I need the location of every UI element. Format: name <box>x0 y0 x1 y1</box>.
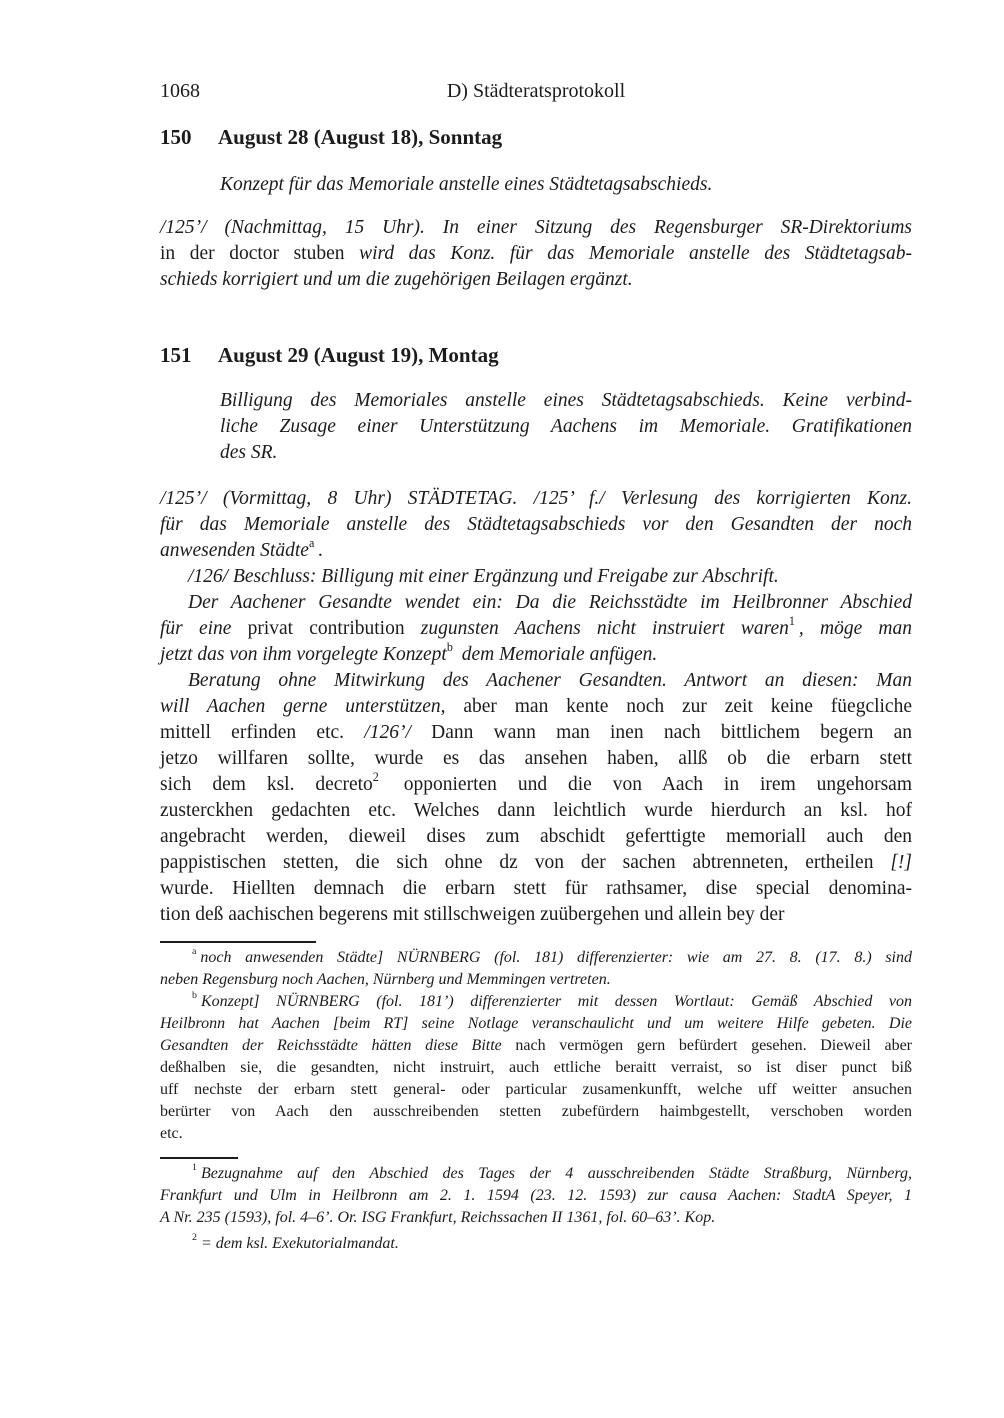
paragraph <box>160 590 912 668</box>
text-line <box>160 639 912 668</box>
text-line <box>160 1079 912 1101</box>
footnote <box>160 947 912 991</box>
footnote <box>160 991 912 1145</box>
footnote-marker: 2 <box>372 769 379 784</box>
text-segment: Billigung des Memoriales anstelle eines Städtetagsabschieds. Keine verbind- <box>220 390 912 411</box>
text-line <box>160 969 912 991</box>
footnote-marker: b <box>192 990 197 1002</box>
text-segment: dem Memoriale anfügen. <box>456 644 658 665</box>
entry-summary <box>220 388 912 466</box>
text-line <box>160 613 912 642</box>
text-line <box>160 850 912 876</box>
text-segment: Bezugnahme auf den Abschied des Tages der 4 ausschreibenden Städte Straßburg, Nürnberg, <box>200 1165 912 1182</box>
text-line <box>160 1163 912 1185</box>
footnote <box>160 1233 912 1255</box>
footnote-marker: a <box>192 946 197 958</box>
text-segment: des SR. <box>220 442 278 463</box>
text-line <box>160 824 912 850</box>
text-line <box>160 902 912 928</box>
text-segment: /125’/ (Nachmittag, 15 Uhr). In einer Sitzung des Regensburger SR-Direktoriums <box>160 217 912 238</box>
text-line <box>160 769 912 798</box>
running-title: D) Städteratsprotokoll <box>446 80 626 102</box>
page-number: 1068 <box>160 80 200 102</box>
text-line <box>160 1185 912 1207</box>
text-line <box>160 720 912 746</box>
entry-title: August 29 (August 19), Montag <box>218 343 499 367</box>
footnote-marker: 1 <box>788 613 795 628</box>
text-segment: zugunsten Aachens nicht instruiert waren <box>420 618 789 639</box>
text-line <box>160 746 912 772</box>
text-line <box>160 798 912 824</box>
text-segment: . <box>318 540 324 561</box>
text-segment: uff nechste der erbarn stett general- oder particular zusamenkunfft, welche uff weitter ansuchen <box>160 1081 912 1098</box>
text-line <box>160 1207 912 1229</box>
text-line <box>220 388 912 414</box>
entry-number: 150 <box>160 125 192 149</box>
entry-number: 151 <box>160 343 192 367</box>
text-segment: mittell erfinden etc. <box>160 722 365 743</box>
page-content <box>160 124 912 1255</box>
text-segment: opponierten und die von Aach in irem ungehorsam <box>382 774 912 795</box>
text-segment: berürter von Aach den ausschreibenden stetten zubefürdern haimbgestellt, verschoben worden <box>160 1103 912 1120</box>
text-line <box>160 991 912 1013</box>
text-segment: pappistischen stetten, die sich ohne dz von der sachen abtrenneten, ertheilen <box>160 852 891 873</box>
text-line <box>160 947 912 969</box>
text-line <box>220 172 912 198</box>
paragraph <box>160 564 912 590</box>
text-segment: in der doctor stuben <box>160 243 360 264</box>
text-segment: Dann wann man inen nach bittlichem begern an <box>431 722 912 743</box>
text-line <box>160 668 912 694</box>
paragraph <box>160 486 912 564</box>
entry-title: August 28 (August 18), Sonntag <box>218 125 503 149</box>
text-line <box>160 241 912 267</box>
text-segment: [!] <box>890 852 912 873</box>
text-segment: , möge man <box>798 618 912 639</box>
text-segment: nach vermögen gern befürdert gesehen. Dieweil aber <box>515 1037 913 1054</box>
text-segment: Beratung ohne Mitwirkung des Aachener Gesandten. Antwort an diesen: Man <box>188 670 912 691</box>
text-line <box>160 1233 912 1255</box>
text-segment: Frankfurt und Ulm in Heilbronn am 2. 1. 1594 (23. 12. 1593) zur causa Aachen: StadtA Speyer, 1 <box>160 1187 912 1204</box>
text-segment: etc. <box>160 1125 183 1142</box>
text-segment: privat contribution <box>247 618 421 639</box>
text-segment: will Aachen gerne unterstützen, <box>160 696 464 717</box>
text-segment: wird das Konz. für das Memoriale anstelle des Städtetagsab- <box>359 243 913 264</box>
text-line <box>160 512 912 538</box>
text-segment: Konzept] NÜRNBERG (fol. 181’) differenzierter mit dessen Wortlaut: Gemäß Abschied von <box>200 993 912 1010</box>
text-segment: /125’/ (Vormittag, 8 Uhr) STÄDTETAG. /125’ f./ Verlesung des korrigierten Konz. <box>160 488 912 509</box>
text-segment: Gesandten der Reichsstädte hätten diese Bitte <box>160 1037 516 1054</box>
text-segment: sich dem ksl. decreto <box>160 774 373 795</box>
paragraph <box>160 668 912 928</box>
footnote-separator <box>160 941 316 943</box>
text-line <box>160 1101 912 1123</box>
footnote <box>160 1163 912 1229</box>
text-segment: noch anwesenden Städte] NÜRNBERG (fol. 181) differenzierter: wie am 27. 8. (17. 8.) sind <box>200 949 912 966</box>
text-segment: anwesenden Städte <box>160 540 309 561</box>
text-segment: tion deß aachischen begerens mit stillschweigen zuübergehen und allein bey der <box>160 904 785 925</box>
text-segment: für das Memoriale anstelle des Städtetagsabschieds vor den Gesandten der noch <box>160 514 912 535</box>
footnote-marker: 2 <box>192 1232 197 1244</box>
text-segment: A Nr. 235 (1593), fol. 4–6’. Or. ISG Frankfurt, Reichssachen II 1361, fol. 60–63’. Kop. <box>160 1209 716 1226</box>
footnote-marker: 1 <box>192 1162 197 1174</box>
entry-summary <box>220 172 912 198</box>
footnote-marker: a <box>308 535 315 550</box>
text-segment: neben Regensburg noch Aachen, Nürnberg und Memmingen vertreten. <box>160 971 611 988</box>
text-line <box>220 414 912 440</box>
footnote-separator <box>160 1157 238 1159</box>
text-segment: = dem ksl. Exekutorialmandat. <box>200 1235 399 1252</box>
text-line <box>160 1013 912 1035</box>
text-line <box>160 1057 912 1079</box>
text-segment: aber man kente noch zur zeit keine füegcliche <box>463 696 912 717</box>
text-segment: liche Zusage einer Unterstützung Aachens im Memoriale. Gratifikationen <box>220 416 912 437</box>
text-line <box>160 694 912 720</box>
entry-heading <box>160 124 912 150</box>
footnote-marker: b <box>446 639 453 654</box>
text-segment: schieds korrigiert und um die zugehörigen Beilagen ergänzt. <box>160 269 633 290</box>
text-line <box>160 267 912 293</box>
text-segment: jetzt das von ihm vorgelegte Konzept <box>160 644 447 665</box>
text-line <box>160 590 912 616</box>
entry-heading <box>160 342 912 368</box>
text-segment: Heilbronn hat Aachen [beim RT] seine Notlage veranschaulicht und um weitere Hilfe gebeten. Die <box>160 1015 912 1032</box>
text-line <box>160 1035 912 1057</box>
running-header <box>160 78 912 104</box>
text-segment: Der Aachener Gesandte wendet ein: Da die Reichsstädte im Heilbronner Abschied <box>188 592 912 613</box>
text-segment: zusterckhen gedachten etc. Welches dann leichtlich wurde hierdurch an ksl. hof <box>160 800 912 821</box>
text-line <box>160 876 912 902</box>
text-line <box>220 440 912 466</box>
paragraph <box>160 215 912 293</box>
text-segment: Konzept für das Memoriale anstelle eines Städtetagsabschieds. <box>220 174 713 195</box>
text-segment: jetzo willfaren sollte, wurde es das ansehen haben, allß ob die erbarn stett <box>160 748 912 769</box>
text-line <box>160 564 912 590</box>
text-segment: für eine <box>160 618 248 639</box>
text-segment: /126’/ <box>364 722 432 743</box>
text-segment: wurde. Hiellten demnach die erbarn stett für rathsamer, dise special denomina- <box>160 878 912 899</box>
text-segment: angebracht werden, dieweil dises zum abschidt geferttigte memoriall auch den <box>160 826 912 847</box>
text-line <box>160 535 912 564</box>
text-segment: /126/ Beschluss: Billigung mit einer Ergänzung und Freigabe zur Abschrift. <box>188 566 779 587</box>
text-line <box>160 1123 912 1145</box>
text-segment: deßhalben sie, die gesandten, nicht instruirt, auch ettliche beraitt verraist, so ist diser punct biß <box>160 1059 912 1076</box>
text-line <box>160 215 912 241</box>
text-line <box>160 486 912 512</box>
